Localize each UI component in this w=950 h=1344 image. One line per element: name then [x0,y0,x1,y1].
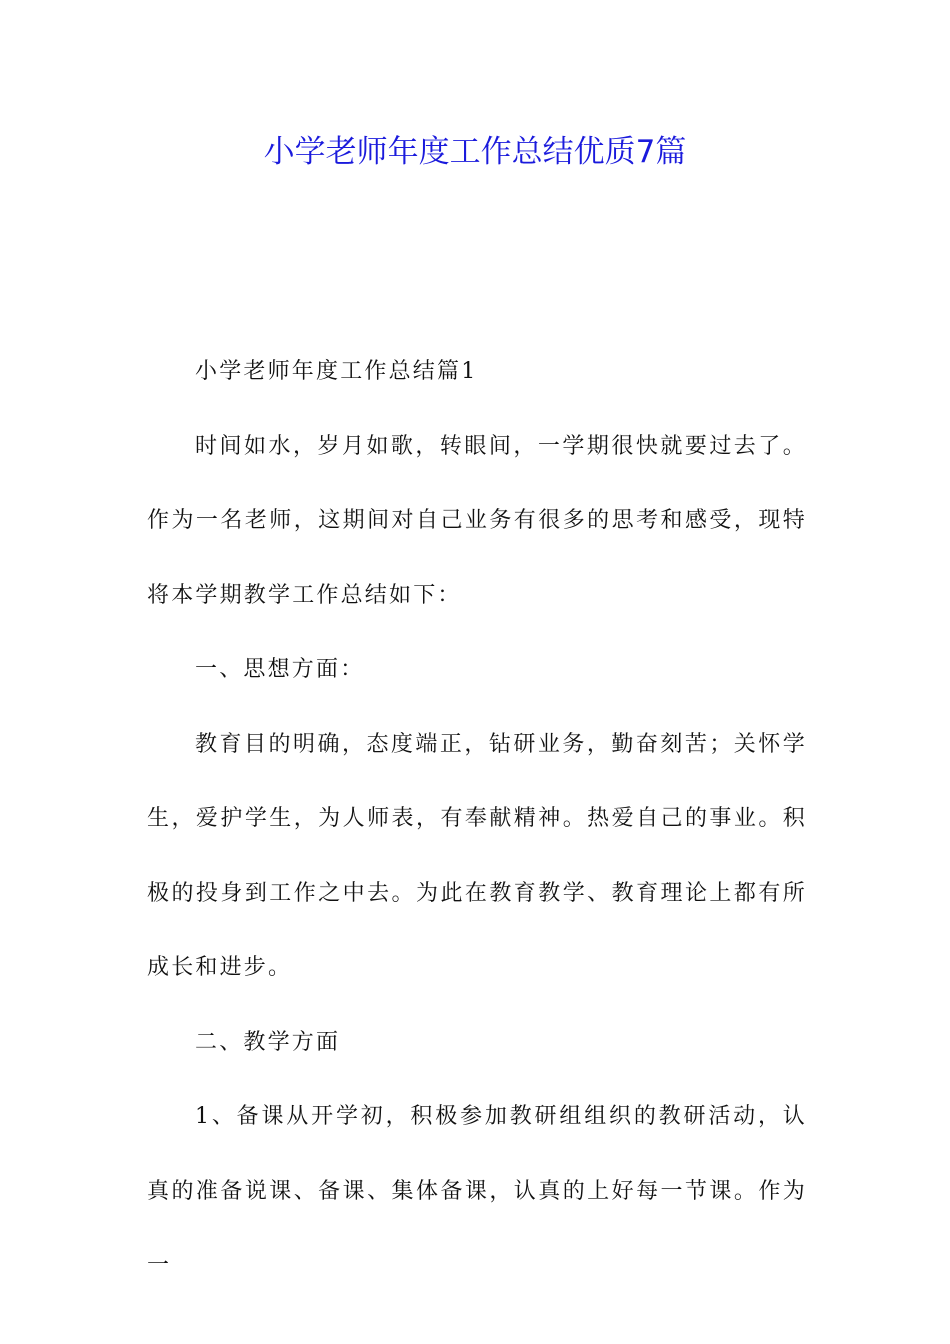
section-heading-teaching: 二、教学方面 [195,1029,341,1055]
paragraph-thought: 教育目的明确，态度端正，钻研业务，勤奋刻苦；关怀学生，爱护学生，为人师表，有奉献精神。热爱自己的事业。积极的投身到工作之中去。为此在教育教学、教育理论上都有所成长和进步。 [147,731,807,980]
document-body [147,335,807,1304]
section-heading-thought: 一、思想方面： [195,657,365,682]
paragraph-intro: 时间如水，岁月如歌，转眼间，一学期很快就要过去了。作为一名老师，这期间对自己业务有很多的思考和感受，现特将本学期教学工作总结如下： [147,433,807,608]
section-heading-part1: 小学老师年度工作总结篇1 [195,359,478,384]
paragraph-lesson-prep: 1、备课从开学初，积极参加教研组组织的教研活动，认真的准备说课、备课、集体备课，认真的上好每一节课。作为一 [147,1104,807,1278]
document-title: 小学老师年度工作总结优质7篇 [263,134,687,170]
